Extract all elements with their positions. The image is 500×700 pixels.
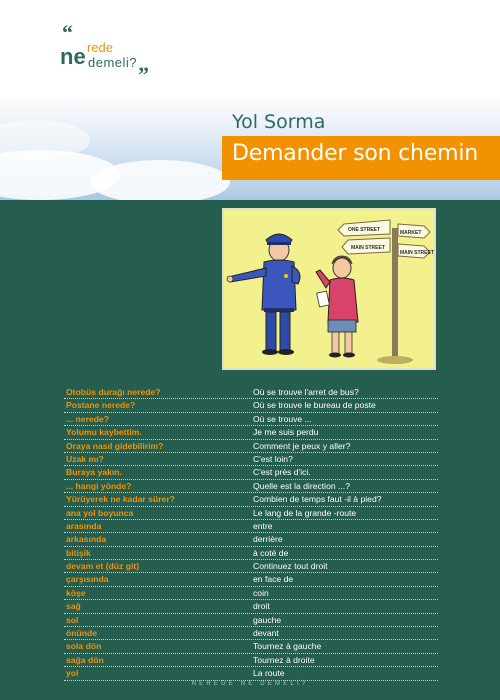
vocab-row <box>64 654 438 667</box>
turkish-phrase: Uzak mı? <box>66 453 104 464</box>
directions-cartoon <box>224 210 434 368</box>
vocab-row <box>64 547 438 560</box>
french-phrase: Combien de temps faut -il à pied? <box>253 494 382 505</box>
vocab-row <box>64 587 438 600</box>
page-title-french: Demander son chemin <box>232 141 478 166</box>
logo-rede: rede <box>87 40 114 55</box>
vocab-row <box>64 667 438 680</box>
french-phrase: gauche <box>253 614 282 625</box>
turkish-phrase: devam et (düz git) <box>66 561 140 572</box>
vocab-row <box>64 627 438 640</box>
title-band <box>222 136 500 180</box>
vocab-row <box>64 440 438 453</box>
vocab-row <box>64 493 438 506</box>
turkish-phrase: Postane nerede? <box>66 400 136 411</box>
french-phrase: devant <box>253 628 279 639</box>
french-phrase: derrière <box>253 534 283 545</box>
french-phrase: droit <box>253 601 270 612</box>
vocab-row <box>64 520 438 533</box>
turkish-phrase: bitişik <box>66 547 91 558</box>
french-phrase: Quelle est la direction ...? <box>253 480 350 491</box>
cloud-shape <box>90 160 230 200</box>
french-phrase: en face de <box>253 574 294 585</box>
french-phrase: Le lang de la grande -route <box>253 507 357 518</box>
french-phrase: Je me suis perdu <box>253 427 319 438</box>
turkish-phrase: Buraya yakın. <box>66 467 122 478</box>
turkish-phrase: sağa dön <box>66 654 104 665</box>
turkish-phrase: Otobüs durağı nerede? <box>66 387 161 397</box>
vocab-row <box>64 533 438 546</box>
french-phrase: Où se trouve le bureau de poste <box>253 400 376 411</box>
french-phrase: C'est loin? <box>253 453 293 464</box>
vocab-row <box>64 560 438 573</box>
turkish-phrase: sağ <box>66 601 81 612</box>
turkish-phrase: ... nerede? <box>66 413 109 424</box>
vocab-row <box>64 386 438 399</box>
turkish-phrase: yol <box>66 668 79 679</box>
illustration <box>222 208 436 370</box>
french-phrase: Tournez à droite <box>253 654 315 665</box>
french-phrase: Tournez à gauche <box>253 641 322 652</box>
vocab-row <box>64 507 438 520</box>
french-phrase: Continuez tout droit <box>253 561 328 572</box>
turkish-phrase: Oraya nasıl gidebilirim? <box>66 440 164 451</box>
french-phrase: Où se trouve ... <box>253 413 312 424</box>
turkish-phrase: sol <box>66 614 79 625</box>
turkish-phrase: köşe <box>66 587 86 598</box>
vocab-row <box>64 614 438 627</box>
footer: NEREDE NE DEMELİ? <box>191 681 309 687</box>
sign-label: MARKET <box>400 230 422 236</box>
turkish-phrase: çarşısında <box>66 574 109 585</box>
french-phrase: Comment je peux y aller? <box>253 440 351 451</box>
sky-header <box>0 0 500 200</box>
turkish-phrase: ana yol boyunca <box>66 507 134 518</box>
turkish-phrase: arkasında <box>66 534 107 545</box>
vocab-row <box>64 640 438 653</box>
turkish-phrase: arasında <box>66 520 102 531</box>
page-title-turkish: Yol Sorma <box>232 111 326 133</box>
french-phrase: Où se trouve l'arret de bus? <box>253 387 359 397</box>
logo-demeli: demeli? <box>88 55 138 70</box>
vocab-row <box>64 600 438 613</box>
vocab-row <box>64 426 438 439</box>
sign-label: MAIN STREET <box>351 245 385 251</box>
vocab-row <box>64 573 438 586</box>
french-phrase: La route <box>253 668 285 679</box>
sign-label: ONE STREET <box>348 227 380 233</box>
french-phrase: coin <box>253 587 269 598</box>
logo-quote-open: “ <box>62 20 73 45</box>
french-phrase: à coté de <box>253 547 289 558</box>
turkish-phrase: Yürüyerek ne kadar sürer? <box>66 494 175 505</box>
vocabulary-table <box>64 386 438 681</box>
french-phrase: entre <box>253 520 273 531</box>
logo-ne: ne <box>60 44 86 69</box>
turkish-phrase: sola dön <box>66 641 102 652</box>
vocab-row <box>64 480 438 493</box>
vocab-row <box>64 466 438 479</box>
french-phrase: C'est près d'ici. <box>253 467 311 478</box>
vocab-row <box>64 453 438 466</box>
vocab-row <box>64 399 438 412</box>
turkish-phrase: Yolumu kaybettim. <box>66 427 142 438</box>
logo <box>58 20 168 87</box>
turkish-phrase: önünde <box>66 628 98 639</box>
vocab-row <box>64 413 438 426</box>
sign-label: MAIN STREET <box>400 250 434 256</box>
logo-quote-close: ” <box>138 62 149 87</box>
turkish-phrase: ... hangi yönde? <box>66 480 132 491</box>
